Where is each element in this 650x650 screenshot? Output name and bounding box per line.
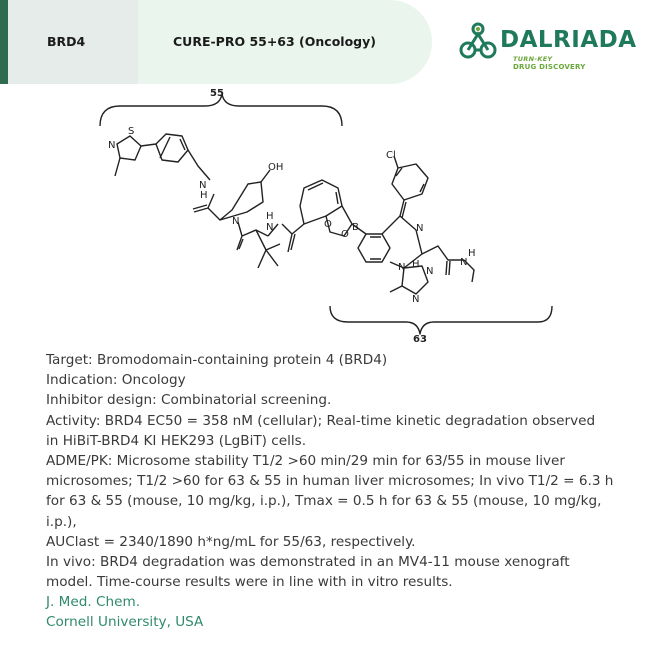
- brand-name: DALRIADA: [500, 27, 637, 53]
- atom-ethylamide-n: N: [460, 257, 468, 268]
- atom-triazole-n3: N: [412, 294, 420, 305]
- detail-inhibitor-design: Inhibitor design: Combinatorial screening.: [46, 392, 332, 409]
- detail-activity-line-2: in HiBiT-BRD4 KI HEK293 (LgBiT) cells.: [46, 432, 307, 449]
- atom-chloro: Cl: [386, 150, 396, 161]
- header-banner: [0, 0, 432, 84]
- atom-amide-h-2: H: [266, 211, 274, 222]
- atom-thiazole-s: S: [128, 126, 135, 137]
- atom-triazole-n1: N: [398, 262, 406, 273]
- reference-institution: Cornell University, USA: [46, 614, 204, 631]
- compound-details: [46, 350, 636, 592]
- detail-invivo-line-1: In vivo: BRD4 degradation was demonstrated in an MV4-11 mouse xenograft: [46, 554, 570, 571]
- atom-pyrrolidine-n: N: [232, 216, 240, 227]
- atom-boronate-o2: O: [341, 229, 349, 240]
- references: [46, 592, 446, 632]
- compound-63-label: 63: [413, 334, 427, 344]
- target-tag: BRD4: [47, 34, 86, 49]
- compound-55-label: 55: [210, 88, 224, 99]
- atom-thiazole-n: N: [108, 140, 116, 151]
- reference-journal: J. Med. Chem.: [46, 594, 141, 610]
- atom-hydroxyl: OH: [268, 162, 284, 173]
- detail-adme-line-1: ADME/PK: Microsome stability T1/2 >60 min/29 min for 63/55 in mouse liver: [46, 453, 565, 470]
- header-accent-stripe: [0, 0, 8, 84]
- atom-amide-h-1: H: [200, 190, 208, 201]
- brand-logo: [458, 20, 638, 70]
- structure-drawing: [90, 84, 560, 344]
- structure-bonds: [100, 94, 552, 334]
- chemical-structure: [90, 84, 560, 344]
- program-title: CURE-PRO 55+63 (Oncology): [173, 34, 376, 49]
- atom-amide-nh-2: N: [266, 222, 274, 233]
- molecule-bicycle-logo-icon: [458, 20, 498, 64]
- detail-activity-line-1: Activity: BRD4 EC50 = 358 nM (cellular); Real-time kinetic degradation observed: [46, 412, 596, 429]
- atom-diazepine-n: N: [416, 223, 424, 234]
- atom-stereo-h: H: [412, 259, 420, 270]
- atom-triazole-n2: N: [426, 266, 434, 277]
- brand-tagline-drug-discovery: DRUG DISCOVERY: [513, 63, 586, 71]
- detail-invivo-line-2: model. Time-course results were in line with in vitro results.: [46, 574, 453, 591]
- detail-target: Target: Bromodomain-containing protein 4 (BRD4): [46, 352, 388, 368]
- detail-adme-line-3: for 63 & 55 (mouse, 10 mg/kg, i.p.), Tmax = 0.5 h for 63 & 55 (mouse, 10 mg/kg, i.p.),: [46, 493, 602, 530]
- detail-adme-line-4: AUClast = 2340/1890 h*ng/mL for 55/63, respectively.: [46, 533, 416, 550]
- detail-indication: Indication: Oncology: [46, 372, 186, 389]
- atom-boronate-o1: O: [324, 219, 332, 230]
- brand-tagline-turnkey: TURN-KEY: [513, 55, 553, 63]
- atom-ethylamide-h: H: [468, 248, 476, 259]
- atom-amide-nh-1: N: [199, 180, 207, 191]
- detail-adme-line-2: microsomes; T1/2 >60 for 63 & 55 in human liver microsomes; In vivo T1/2 = 6.3 h: [46, 473, 614, 490]
- atom-boron: B: [352, 222, 359, 233]
